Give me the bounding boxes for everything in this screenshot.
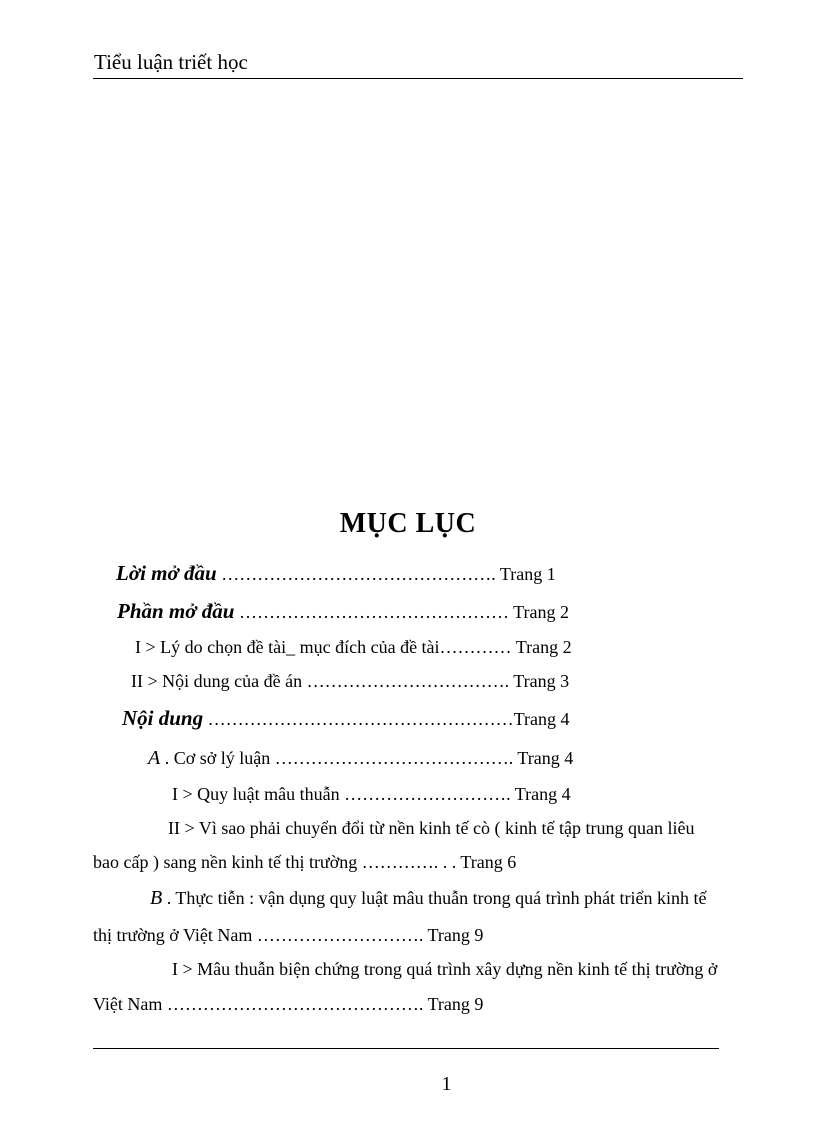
header-rule (93, 78, 743, 79)
toc-title: MỤC LỤC (339, 508, 477, 539)
toc-entry-label: Nội dung (122, 706, 204, 730)
toc-entry-phan-mo-dau[interactable] (117, 599, 569, 624)
toc-entry-vi-sao-line2[interactable]: bao cấp ) sang nền kinh tế thị trường …………. . . Trang 6 (93, 852, 517, 872)
toc-section-letter: B (150, 887, 163, 909)
toc-entry-vi-sao-line1[interactable]: II > Vì sao phải chuyển đổi từ nền kinh tế cò ( kinh tế tập trung quan liêu (168, 818, 695, 838)
toc-entry-text: . Cơ sở lý luận …………………………………. Trang 4 (160, 748, 574, 768)
toc-entry-text: . Thực tiễn : vận dụng quy luật mâu thuẫn trong quá trình phát triển kinh tế (162, 888, 707, 908)
toc-entry-leader: ……………………………………… (234, 602, 509, 622)
toc-entry-thuc-tien-line1[interactable] (150, 887, 707, 910)
toc-entry-quy-luat-mau-thuan[interactable]: I > Quy luật mâu thuẫn ………………………. Trang 4 (172, 784, 571, 804)
running-header-title: Tiểu luận triết học (94, 50, 248, 74)
toc-entry-page: Trang 4 (513, 709, 570, 729)
toc-entry-page: Trang 2 (508, 602, 569, 622)
page-number: 1 (441, 1073, 452, 1095)
toc-entry-label: Lời mở đầu (116, 561, 217, 585)
footer-rule (93, 1048, 719, 1049)
toc-entry-thuc-tien-line2[interactable]: thị trường ở Việt Nam ………………………. Trang 9 (93, 925, 484, 945)
toc-entry-leader: ………………………………………. (216, 564, 496, 584)
toc-entry-ly-do[interactable]: I > Lý do chọn đề tài_ mục đích của đề tài………… Trang 2 (135, 637, 572, 657)
toc-entry-mau-thuan-bien-chung-line2[interactable]: Việt Nam ……………………………………. Trang 9 (93, 994, 484, 1014)
toc-entry-page: Trang 1 (495, 564, 556, 584)
toc-section-letter: A (148, 747, 161, 769)
toc-entry-mau-thuan-bien-chung-line1[interactable]: I > Mâu thuẫn biện chứng trong quá trình xây dựng nền kinh tế thị trường ở (172, 959, 718, 979)
toc-entry-loi-mo-dau[interactable] (116, 561, 556, 586)
toc-entry-noi-dung[interactable] (122, 706, 569, 731)
toc-entry-label: Phần mở đầu (117, 599, 235, 623)
toc-entry-noi-dung-de-an[interactable]: II > Nội dung của đề án ……………………………. Trang 3 (131, 671, 570, 691)
toc-entry-leader: …………………………………………… (203, 709, 514, 729)
toc-entry-co-so-ly-luan[interactable] (148, 747, 573, 770)
